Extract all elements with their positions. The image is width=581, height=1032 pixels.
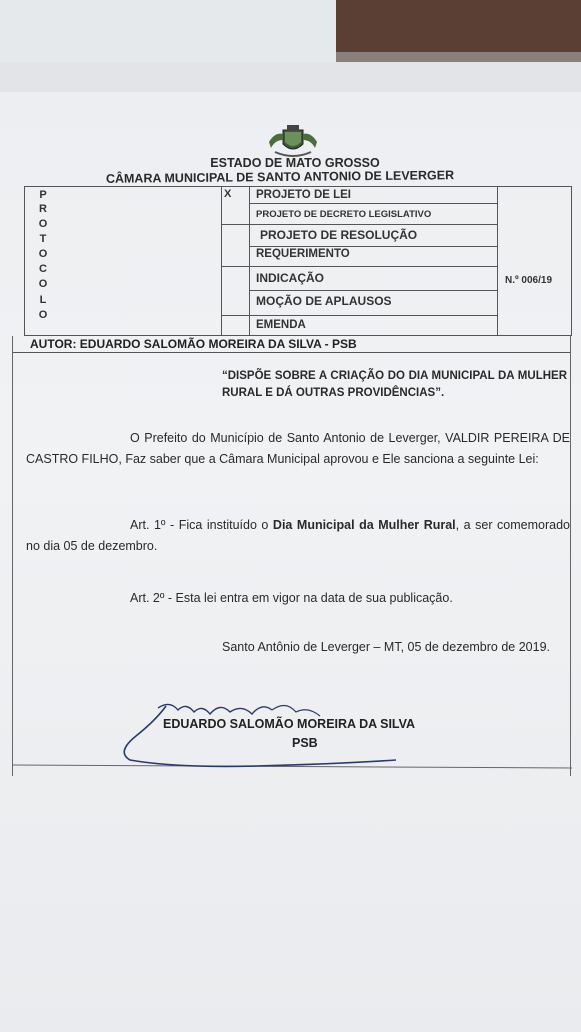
state-title: ESTADO DE MATO GROSSO [210, 156, 380, 170]
place-date: Santo Antônio de Leverger – MT, 05 de dezembro de 2019. [222, 640, 551, 654]
table-row-line [221, 224, 497, 225]
table-row-line [221, 315, 497, 316]
protocol-letter: O [38, 278, 48, 290]
preamble-text: O Prefeito do Município de Santo Antonio de Leverger, VALDIR PEREIRA DE CASTRO FILHO, Faz saber que a Câmara Municipal aprovou e Ele sanciona a seguinte Lei: [26, 431, 570, 466]
table-row-line [249, 290, 497, 291]
ementa: “DISPÕE SOBRE A CRIAÇÃO DO DIA MUNICIPAL DA MULHER RURAL E DÁ OUTRAS PROVIDÊNCIAS”. [222, 370, 567, 399]
table-row-line [249, 246, 497, 247]
table-row-line [249, 203, 497, 204]
page-shadow [0, 62, 581, 92]
article-1 [26, 515, 570, 557]
table-row-line [221, 266, 497, 267]
municipal-crest-icon [265, 120, 321, 160]
protocol-letter: O [38, 248, 48, 260]
chamber-title: CÂMARA MUNICIPAL DE SANTO ANTONIO DE LEVERGER [105, 168, 455, 186]
protocol-letter: T [39, 233, 47, 245]
type-indicacao: INDICAÇÃO [256, 271, 324, 285]
article-1-suffix: , a ser comemorado no dia 05 de dezembro. [26, 518, 570, 553]
protocol-letter: R [39, 203, 47, 215]
table-divider [497, 186, 498, 336]
divider [12, 352, 570, 353]
article-1-prefix: Art. 1º - Fica instituído o [130, 518, 273, 532]
protocol-letter: O [38, 309, 48, 321]
signer-name: EDUARDO SALOMÃO MOREIRA DA SILVA [163, 717, 416, 731]
table-divider [221, 186, 222, 336]
protocol-letter: C [39, 263, 47, 275]
frame-border [12, 336, 13, 776]
protocol-letter: P [39, 189, 47, 201]
article-1-highlight: Dia Municipal da Mulher Rural [272, 518, 456, 532]
frame-border [570, 336, 571, 776]
type-projeto-resolucao: PROJETO DE RESOLUÇÃO [260, 228, 418, 242]
type-emenda: EMENDA [256, 319, 306, 331]
author-line: AUTOR: EDUARDO SALOMÃO MOREIRA DA SILVA - PSB [30, 337, 357, 351]
signer-party: PSB [292, 736, 318, 750]
background-furniture [336, 0, 581, 52]
selected-type-mark: X [224, 188, 232, 200]
type-projeto-decreto-legislativo: PROJETO DE DECRETO LEGISLATIVO [256, 209, 432, 220]
protocol-letter: O [38, 218, 48, 230]
type-requerimento: REQUERIMENTO [256, 248, 350, 260]
protocol-number: N.º 006/19 [505, 275, 553, 286]
type-projeto-de-lei: PROJETO DE LEI [256, 189, 352, 201]
type-mocao-aplausos: MOÇÃO DE APLAUSOS [256, 294, 392, 308]
preamble [26, 428, 570, 470]
article-2 [26, 588, 570, 609]
table-divider [249, 186, 250, 336]
protocol-letter: L [39, 294, 47, 306]
article-2-text: Art. 2º - Esta lei entra em vigor na data de sua publicação. [130, 591, 453, 605]
